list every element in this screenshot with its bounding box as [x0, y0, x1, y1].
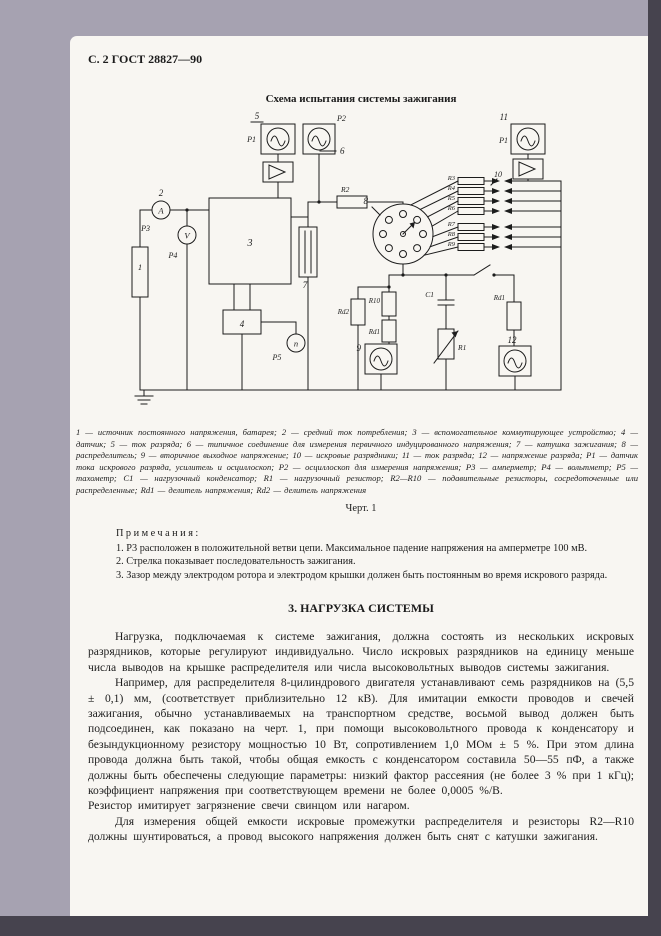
- figure-caption: Черт. 1: [345, 503, 377, 514]
- body-paragraph: Для измерения общей емкости искровые промежутки распределителя и резисторы R2—R10 должны шунтироваться, а провод высокого напряжения должен быть снят с катушки зажигания.: [88, 814, 634, 844]
- label-5: 5: [254, 111, 260, 121]
- label-1: 1: [137, 262, 143, 272]
- scan-edge-bottom: [0, 916, 661, 936]
- label-r10: R10: [368, 297, 380, 305]
- label-10: 10: [494, 170, 502, 179]
- divider-rd1-right-box: [507, 302, 521, 330]
- body-paragraph: Резистор имитирует загрязнение свечи свинцом или нагаром.: [88, 799, 410, 813]
- label-rd1-right: Rd1: [493, 294, 505, 302]
- tachometer-glyph: n: [293, 338, 299, 349]
- note-item: 3. Зазор между электродом ротора и электродом крышки должен быть постоянным во время искрового разряда.: [116, 569, 608, 581]
- label-p3: Р3: [141, 224, 150, 233]
- figure-title: Схема испытания системы зажигания: [265, 93, 457, 105]
- label-r1: R1: [458, 343, 467, 352]
- voltmeter-glyph: V: [184, 230, 190, 241]
- section-body: [88, 629, 634, 845]
- ignition-coil-box: [299, 227, 317, 277]
- divider-rd1-box: [382, 320, 396, 342]
- note-item: 2. Стрелка показывает последовательность зажигания.: [116, 556, 356, 567]
- label-p2: P2: [337, 114, 346, 123]
- resistor-r2-box: [337, 196, 367, 208]
- section-heading: 3. НАГРУЗКА СИСТЕМЫ: [288, 601, 434, 615]
- scan-edge-right: [648, 0, 661, 936]
- label-r8: R8: [447, 231, 455, 238]
- schematic-labels: [138, 111, 517, 362]
- ground-icon: [135, 390, 153, 404]
- label-r6: R6: [447, 205, 455, 212]
- page-header: С. 2 ГОСТ 28827—90: [88, 52, 203, 66]
- body-paragraph: Нагрузка, подключаемая к системе зажигания, должна состоять из нескольких искровых разрядников, которые регулируют индивидуально. Число искровых разрядников на единицу меньше числа выводов на крышке распределителя или числа высоковольтных выводов системы зажигания.: [88, 630, 634, 674]
- oscilloscope-p1-left-icon: [251, 122, 295, 198]
- label-rd1-mid: Rd1: [368, 328, 380, 336]
- notes-block: [88, 527, 634, 582]
- label-r4: R4: [447, 185, 455, 192]
- resistor-r10-box: [382, 292, 396, 316]
- battery-box: [132, 247, 148, 297]
- label-2: 2: [158, 188, 164, 198]
- label-8: 8: [363, 196, 368, 206]
- body-paragraph: Например, для распределителя 8-цилиндрового двигателя устанавливают семь разрядников на (5,5 ± 0,1) мм, (соответствует приблизительно 12 кВ). Для имитации емкости проводов и свечей зажигания, обычно устанавливаемых на транспортном средстве, восьмой вывод должен быть подсоединен, как показано на черт. 1, при помощи высоковольтного провода к конденсатору и безындукционному резистору мощностью 10 Вт, сопротивлением 1,0 МОм ± 5 %. При этом длина провода должна быть такой, чтобы общая емкость с конденсатором составила 50—55 пФ, а также должны быть обеспечены следующие параметры: низкий фактор рассеяния (не более 3 % при 1 кГц); коэффициент напряжения при соответствующем времени не более 0,0005 %/В.: [88, 676, 634, 798]
- label-c1: C1: [425, 290, 434, 299]
- label-rd2: Rd2: [337, 308, 349, 316]
- label-6: 6: [340, 146, 345, 156]
- oscilloscope-p1-right-icon: [511, 124, 545, 181]
- label-r9: R9: [447, 241, 455, 248]
- switch-icon: [474, 265, 490, 275]
- oscilloscope-12-icon: [499, 346, 531, 390]
- label-p1-left: P1: [247, 135, 256, 144]
- label-p1-right: P1: [499, 136, 508, 145]
- capacitor-c1-icon: [438, 275, 454, 329]
- figure-legend: 1 — источник постоянного напряжения, батарея; 2 — средний ток потребления; 3 — вспомогательное коммутирующее устройство; 4 — датчик; 5 — ток разряда; 6 — типичное соединение для измерения первичного индуцированного напряжения; 7 — катушка зажигания; 8 — распределитель; 9 — вторичное выходное напряжение; 10 — искровые разрядники; 11 — ток разряда; 12 — напряжение разряда; Р1 — датчик тока искрового разряда, усилитель и осциллоскоп; Р2 — осциллоскоп для измерения напряжения; Р3 — амперметр; Р4 — вольтметр; Р5 — тахометр; С1 — нагрузочный конденсатор; R1 — нагрузочный резистор; R2—R10 — подавительные резисторы, сосредоточенные или распределенные; Rd1 — делитель напряжения; Rd2 — делитель напряжения: [76, 427, 638, 495]
- label-9: 9: [356, 343, 361, 353]
- label-r2: R2: [341, 185, 350, 194]
- oscilloscope-9-icon: [365, 344, 397, 390]
- label-r7: R7: [447, 221, 455, 228]
- divider-rd2-box: [351, 299, 365, 325]
- ignition-test-schematic: [84, 107, 644, 417]
- label-11: 11: [499, 112, 508, 122]
- label-r5: R5: [447, 195, 455, 202]
- label-3: 3: [247, 238, 253, 249]
- note-item: 1. Р3 расположен в положительной ветви цепи. Максимальное падение напряжения на амперметре 100 мВ.: [116, 542, 588, 554]
- spark-gap-rows: [411, 178, 561, 391]
- oscilloscope-p2-icon: [303, 124, 336, 202]
- label-p4: Р4: [168, 251, 178, 260]
- label-p5: Р5: [272, 353, 282, 362]
- label-12: 12: [507, 335, 517, 345]
- document-page: [70, 36, 648, 916]
- ammeter-glyph: A: [158, 205, 164, 216]
- label-4: 4: [239, 319, 245, 329]
- load-resistor-r1-icon: [434, 329, 458, 390]
- label-7: 7: [302, 280, 308, 290]
- notes-title: Примечания:: [116, 528, 201, 539]
- schematic-figure: [84, 107, 648, 422]
- label-r3: R3: [447, 175, 455, 182]
